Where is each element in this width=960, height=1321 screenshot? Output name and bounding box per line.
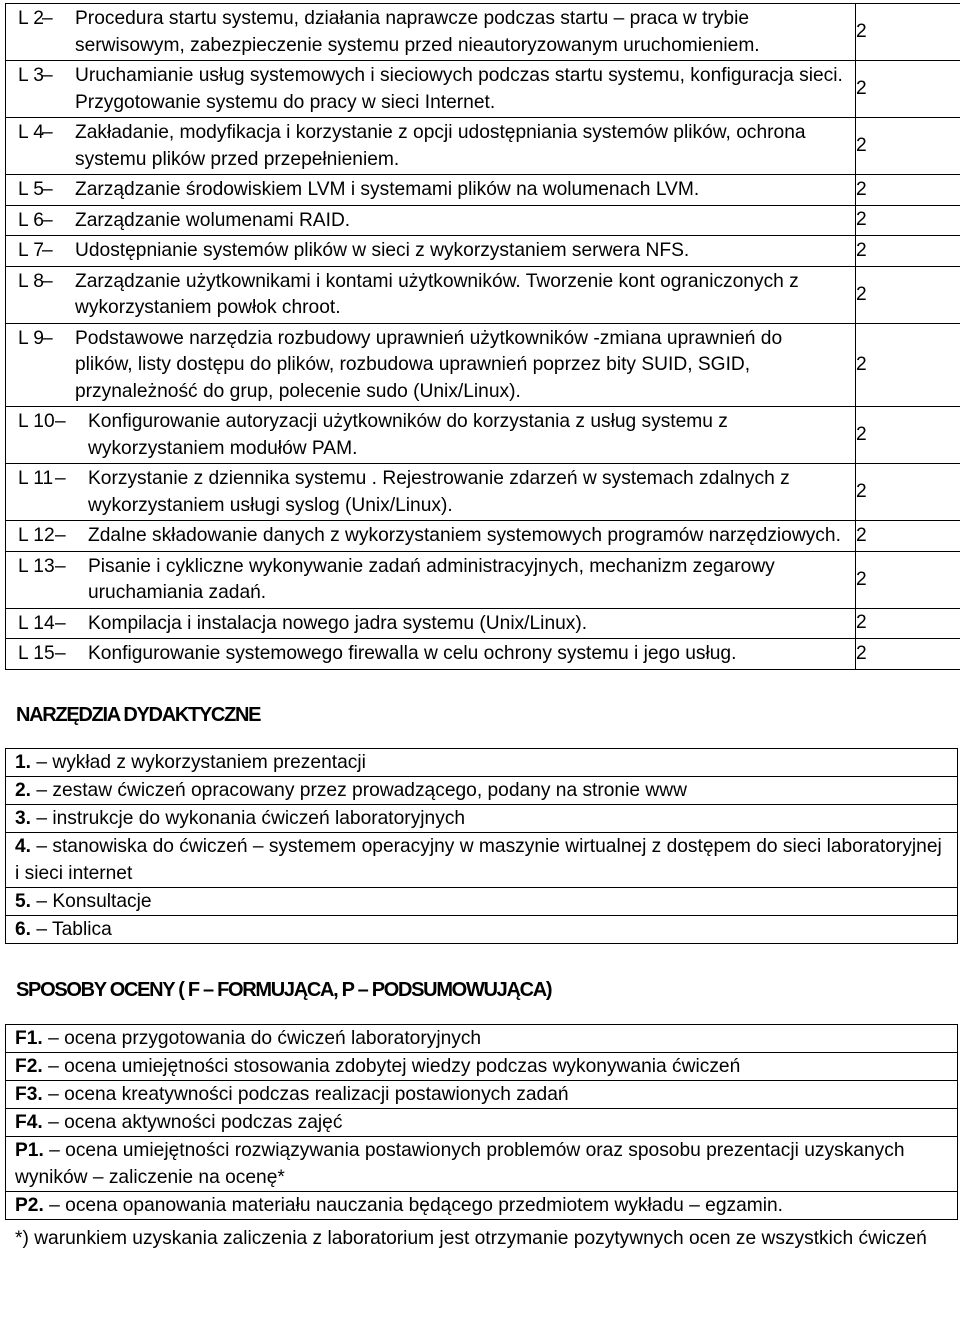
lab-text: Zarządzanie wolumenami RAID. (75, 209, 351, 231)
tool-item-cell (6, 776, 958, 804)
tool-item-text: zestaw ćwiczeń opracowany przez prowadzącego, podany na stronie www (52, 779, 687, 801)
lab-row (6, 205, 960, 236)
assessment-item (6, 1080, 958, 1108)
tool-item-text: instrukcje do wykonania ćwiczeń laboratoryjnych (52, 807, 466, 829)
lab-description-cell (6, 4, 856, 61)
lab-dash: – (55, 468, 66, 489)
lab-dash: – (42, 209, 53, 231)
assessment-item (6, 1052, 958, 1080)
lab-hours: 2 (856, 61, 960, 118)
lab-entry (18, 523, 845, 550)
assessment-item-text: ocena opanowania materiału nauczania będącego przedmiotem wykładu – egzamin. (65, 1194, 784, 1216)
lab-entry (18, 238, 845, 265)
lab-entry (18, 641, 845, 668)
lab-row (6, 464, 960, 521)
assessment-table (5, 1024, 958, 1220)
assessment-item-label: P1. (15, 1139, 44, 1161)
assessment-item-label: P2. (15, 1194, 44, 1216)
assessment-item-label: F4. (15, 1111, 43, 1133)
tool-item-dash: – (31, 751, 53, 773)
lab-topics-table (5, 3, 960, 670)
tool-item-label: 2. (15, 779, 32, 801)
lab-text: Procedura startu systemu, działania naprawcze podczas startu – praca w trybie serwisowym, zabezpieczenie systemu przed nieautoryzowanym uruchomieniem. (75, 8, 760, 56)
document-page (5, 3, 957, 1252)
lab-dash: – (42, 122, 53, 143)
tool-item-text: stanowiska do ćwiczeń – systemem operacyjny w maszynie wirtualnej z dostępem do sieci laboratoryjnej i sieci internet (15, 835, 942, 884)
tool-item-cell (6, 748, 958, 776)
lab-code: L 4 (18, 122, 44, 143)
lab-row (6, 608, 960, 639)
lab-entry (18, 466, 845, 519)
assessment-item-dash: – (42, 1083, 65, 1105)
lab-code: L 5 (18, 179, 44, 200)
lab-hours: 2 (856, 323, 960, 407)
lab-text: Pisanie i cykliczne wykonywanie zadań administracyjnych, mechanizm zegarowy uruchamiania zadań. (88, 555, 775, 603)
lab-code: L 12 (18, 525, 55, 546)
lab-row (6, 266, 960, 323)
lab-dash: – (55, 525, 66, 546)
assessment-section-title: SPOSOBY OCENY ( F – FORMUJĄCA, P – PODSUMOWUJĄCA) (16, 978, 552, 1001)
lab-dash: – (55, 411, 66, 432)
lab-text: Zarządzanie użytkownikami i kontami użytkowników. Tworzenie kont ograniczonych z wykorzystaniem powłok chroot. (75, 270, 799, 318)
assessment-item-text: ocena kreatywności podczas realizacji postawionych zadań (64, 1083, 569, 1105)
lab-description-cell (6, 323, 856, 407)
lab-dash: – (42, 240, 53, 261)
lab-text: Zakładanie, modyfikacja i korzystanie z opcji udostępniania systemów plików, ochrona systemu plików przed przepełnieniem. (75, 122, 806, 170)
lab-description-cell (6, 118, 856, 175)
lab-text: Udostępnianie systemów plików w sieci z wykorzystaniem serwera NFS. (75, 240, 690, 261)
assessment-item-cell (6, 1080, 958, 1108)
assessment-item-cell (6, 1024, 958, 1052)
assessment-item-label: F2. (15, 1055, 43, 1077)
tool-item-dash: – (31, 807, 53, 829)
lab-hours: 2 (856, 205, 960, 236)
tool-item-cell (6, 804, 958, 832)
lab-description-cell (6, 407, 856, 464)
assessment-item-dash: – (42, 1111, 65, 1133)
assessment-item-dash: – (43, 1194, 66, 1216)
lab-code: L 2 (18, 8, 44, 29)
lab-hours: 2 (856, 551, 960, 608)
tool-item-label: 4. (15, 835, 32, 857)
lab-row (6, 323, 960, 407)
tool-item-dash: – (31, 890, 53, 912)
lab-hours: 2 (856, 118, 960, 175)
tool-item (6, 832, 958, 887)
tool-item-cell (6, 887, 958, 915)
assessment-item-dash: – (42, 1055, 65, 1077)
assessment-item-cell (6, 1191, 958, 1219)
lab-hours: 2 (856, 464, 960, 521)
lab-code: L 7 (18, 240, 44, 261)
assessment-item (6, 1191, 958, 1219)
lab-row (6, 4, 960, 61)
lab-entry (18, 611, 845, 638)
tools-list (6, 748, 958, 943)
assessment-item-text: ocena umiejętności stosowania zdobytej wiedzy podczas wykonywania ćwiczeń (64, 1055, 741, 1077)
lab-row (6, 521, 960, 552)
lab-text: Zdalne składowanie danych z wykorzystaniem systemowych programów narzędziowych. (88, 525, 841, 546)
lab-description-cell (6, 551, 856, 608)
lab-entry (18, 177, 845, 204)
lab-description-cell (6, 521, 856, 552)
assessment-item-text: ocena aktywności podczas zajęć (64, 1111, 343, 1133)
lab-hours: 2 (856, 266, 960, 323)
assessment-list (6, 1024, 958, 1219)
tool-item-label: 5. (15, 890, 32, 912)
assessment-item-label: F1. (15, 1027, 43, 1049)
tool-item-cell (6, 915, 958, 943)
lab-row (6, 236, 960, 267)
tool-item-text: wykład z wykorzystaniem prezentacji (52, 751, 366, 773)
tool-item-dash: – (31, 918, 53, 940)
lab-hours: 2 (856, 175, 960, 206)
assessment-item-text: ocena przygotowania do ćwiczeń laboratoryjnych (64, 1027, 482, 1049)
lab-entry (18, 326, 845, 406)
lab-code: L 15 (18, 643, 55, 664)
lab-dash: – (55, 555, 66, 577)
lab-code: L 11 (18, 468, 54, 489)
lab-text: Kompilacja i instalacja nowego jadra systemu (Unix/Linux). (88, 612, 588, 634)
lab-hours: 2 (856, 521, 960, 552)
lab-text: Zarządzanie środowiskiem LVM i systemami plików na wolumenach LVM. (75, 179, 700, 200)
lab-dash: – (42, 8, 53, 29)
lab-text: Podstawowe narzędzia rozbudowy uprawnień użytkowników -zmiana uprawnień do plików, listy dostępu do plików, rozbudowa uprawnień poprzez bity SUID, SGID, przynależność do grup, polecenie sudo (Unix/Linux). (75, 327, 783, 402)
lab-code: L 8 (18, 270, 44, 292)
tool-item (6, 887, 958, 915)
lab-row (6, 118, 960, 175)
lab-row (6, 639, 960, 670)
tool-item (6, 915, 958, 943)
lab-code: L 13 (18, 555, 55, 577)
lab-topics-body (6, 4, 960, 670)
lab-code: L 10 (18, 411, 55, 432)
tools-section-title: NARZĘDZIA DYDAKTYCZNE (16, 703, 261, 726)
lab-code: L 3 (18, 65, 44, 86)
lab-text: Konfigurowanie autoryzacji użytkowników do korzystania z usług systemu z wykorzystaniem modułów PAM. (88, 411, 728, 459)
lab-entry (18, 554, 845, 607)
lab-text: Uruchamianie usług systemowych i sieciowych podczas startu systemu, konfiguracja sieci. Przygotowanie systemu do pracy w sieci Internet. (75, 65, 843, 113)
lab-description-cell (6, 464, 856, 521)
assessment-item-text: ocena umiejętności rozwiązywania postawionych problemów oraz sposobu prezentacji uzyskanych wyników – zaliczenie na ocenę* (15, 1139, 905, 1188)
lab-code: L 9 (18, 327, 44, 349)
lab-dash: – (55, 643, 66, 664)
lab-row (6, 407, 960, 464)
lab-description-cell (6, 608, 856, 639)
lab-entry (18, 409, 845, 462)
tool-item (6, 804, 958, 832)
lab-description-cell (6, 639, 856, 670)
assessment-item-dash: – (42, 1027, 65, 1049)
lab-hours: 2 (856, 639, 960, 670)
lab-dash: – (42, 179, 53, 200)
lab-entry (18, 6, 845, 59)
tool-item-label: 1. (15, 751, 32, 773)
assessment-footnote: *) warunkiem uzyskania zaliczenia z laboratorium jest otrzymanie pozytywnych ocen ze wszystkich ćwiczeń (15, 1227, 927, 1249)
lab-row (6, 61, 960, 118)
lab-dash: – (42, 327, 53, 349)
lab-entry (18, 208, 845, 235)
lab-description-cell (6, 175, 856, 206)
tool-item-dash: – (31, 835, 53, 857)
lab-text: Korzystanie z dziennika systemu . Rejestrowanie zdarzeń w systemach zdalnych z wykorzystaniem usługi syslog (Unix/Linux). (88, 468, 790, 516)
assessment-item-label: F3. (15, 1083, 43, 1105)
lab-code: L 6 (18, 209, 44, 231)
lab-row (6, 551, 960, 608)
lab-hours: 2 (856, 236, 960, 267)
assessment-item (6, 1108, 958, 1136)
lab-description-cell (6, 205, 856, 236)
tool-item-label: 3. (15, 807, 32, 829)
lab-row (6, 175, 960, 206)
lab-dash: – (42, 65, 53, 86)
tool-item-label: 6. (15, 918, 32, 940)
lab-code: L 14 (18, 612, 55, 634)
assessment-item-cell (6, 1136, 958, 1191)
assessment-item-cell (6, 1052, 958, 1080)
tool-item-text: Konsultacje (52, 890, 152, 912)
lab-dash: – (55, 612, 66, 634)
assessment-item (6, 1136, 958, 1191)
lab-hours: 2 (856, 608, 960, 639)
tool-item-cell (6, 832, 958, 887)
lab-entry (18, 120, 845, 173)
assessment-item-cell (6, 1108, 958, 1136)
lab-hours: 2 (856, 407, 960, 464)
tool-item (6, 748, 958, 776)
tool-item-dash: – (31, 779, 53, 801)
lab-description-cell (6, 266, 856, 323)
tool-item (6, 776, 958, 804)
lab-dash: – (42, 270, 53, 292)
lab-description-cell (6, 236, 856, 267)
tools-table (5, 748, 958, 944)
lab-entry (18, 63, 845, 116)
lab-description-cell (6, 61, 856, 118)
lab-text: Konfigurowanie systemowego firewalla w celu ochrony systemu i jego usług. (88, 643, 737, 664)
lab-entry (18, 269, 845, 322)
assessment-item-dash: – (43, 1139, 66, 1161)
lab-hours: 2 (856, 4, 960, 61)
tool-item-text: Tablica (52, 918, 112, 940)
assessment-item (6, 1024, 958, 1052)
